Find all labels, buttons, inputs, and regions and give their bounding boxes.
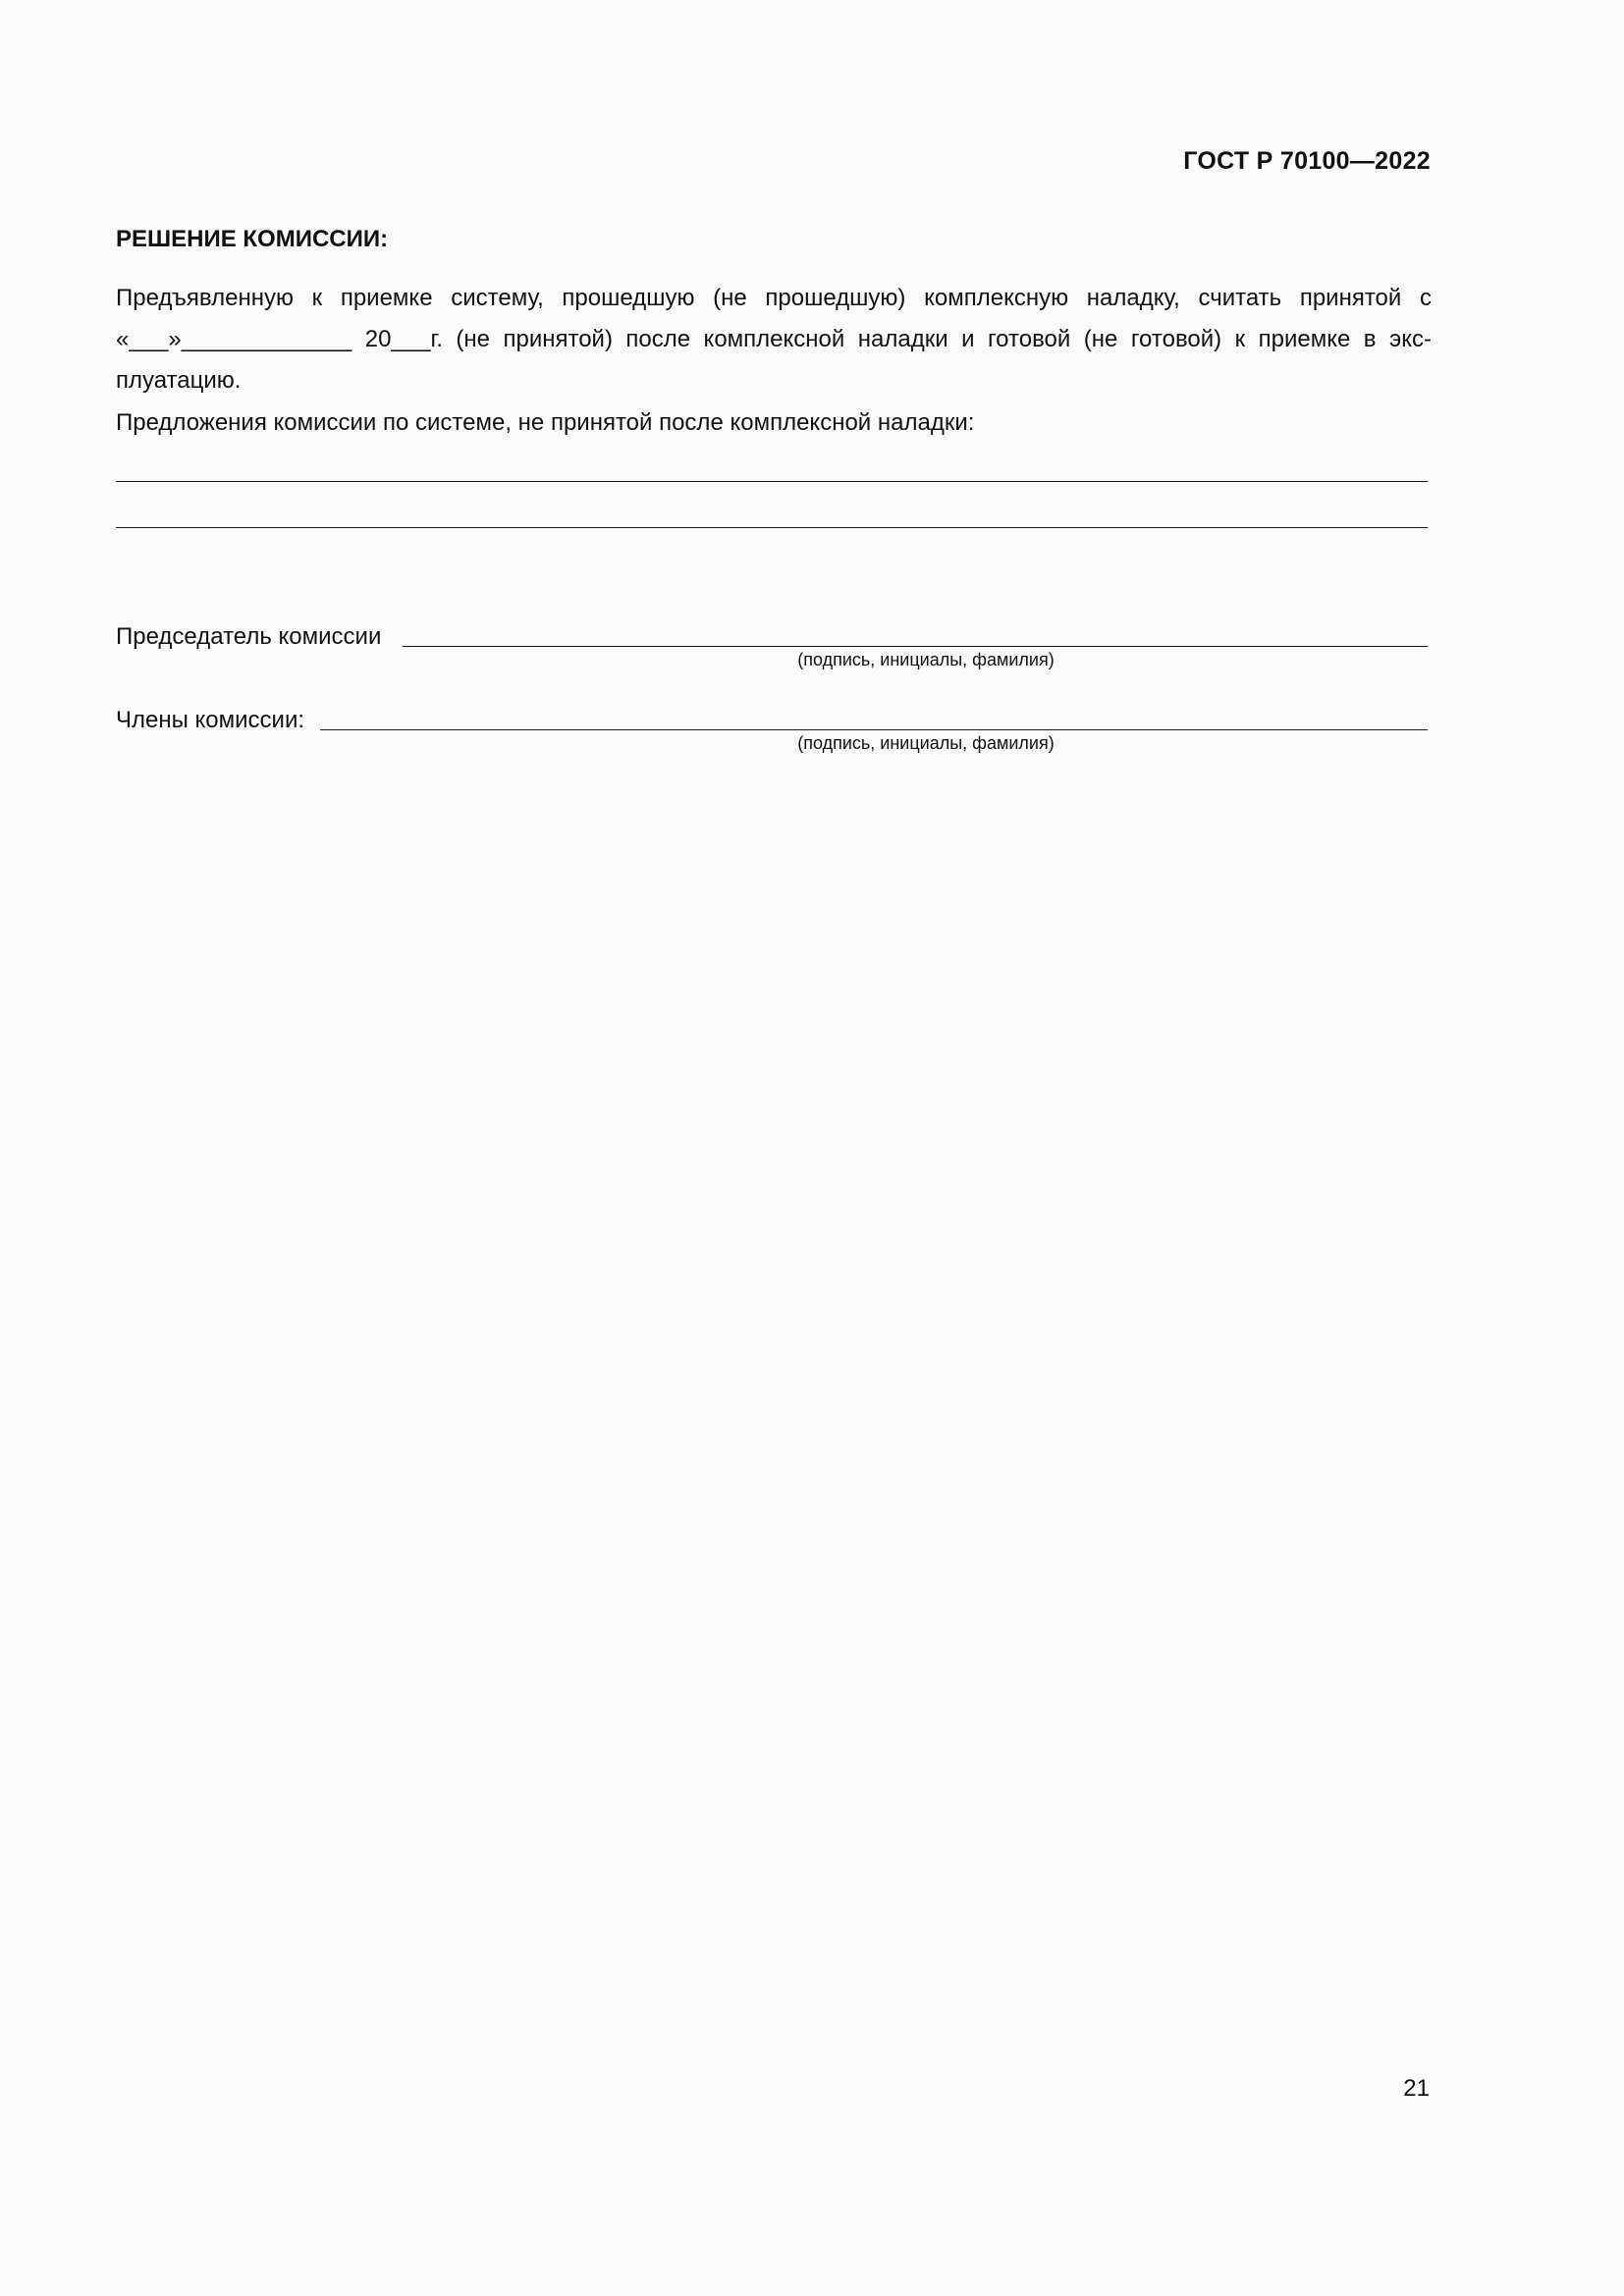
proposals-fill-line-1 [116, 481, 1428, 482]
members-label: Члены комиссии: [116, 707, 305, 733]
decision-paragraph [116, 278, 1432, 401]
paragraph-line: плуатацию. [116, 367, 242, 394]
proposals-fill-line-2 [116, 527, 1428, 528]
members-signature-caption: (подпись, инициалы, фамилия) [797, 733, 1055, 753]
chairman-signature-caption: (подпись, инициалы, фамилия) [797, 650, 1055, 669]
paragraph-line: Предъявленную к приемке систему, прошедшую (не прошедшую) комплексную наладку, считать принятой с [116, 285, 1432, 311]
decision-heading: РЕШЕНИЕ КОМИССИИ: [116, 226, 389, 252]
chairman-label: Председатель комиссии [116, 623, 382, 650]
paragraph-line: «___»_____________ 20___г. (не принятой) после комплексной наладки и готовой (не готовой) к приемке в экс- [116, 326, 1432, 352]
page-number: 21 [1403, 2075, 1430, 2102]
chairman-signature-line [403, 646, 1428, 647]
document-code: ГОСТ Р 70100—2022 [1183, 147, 1431, 175]
proposals-label: Предложения комиссии по системе, не принятой после комплексной наладки: [116, 409, 975, 436]
members-signature-line [320, 729, 1428, 730]
